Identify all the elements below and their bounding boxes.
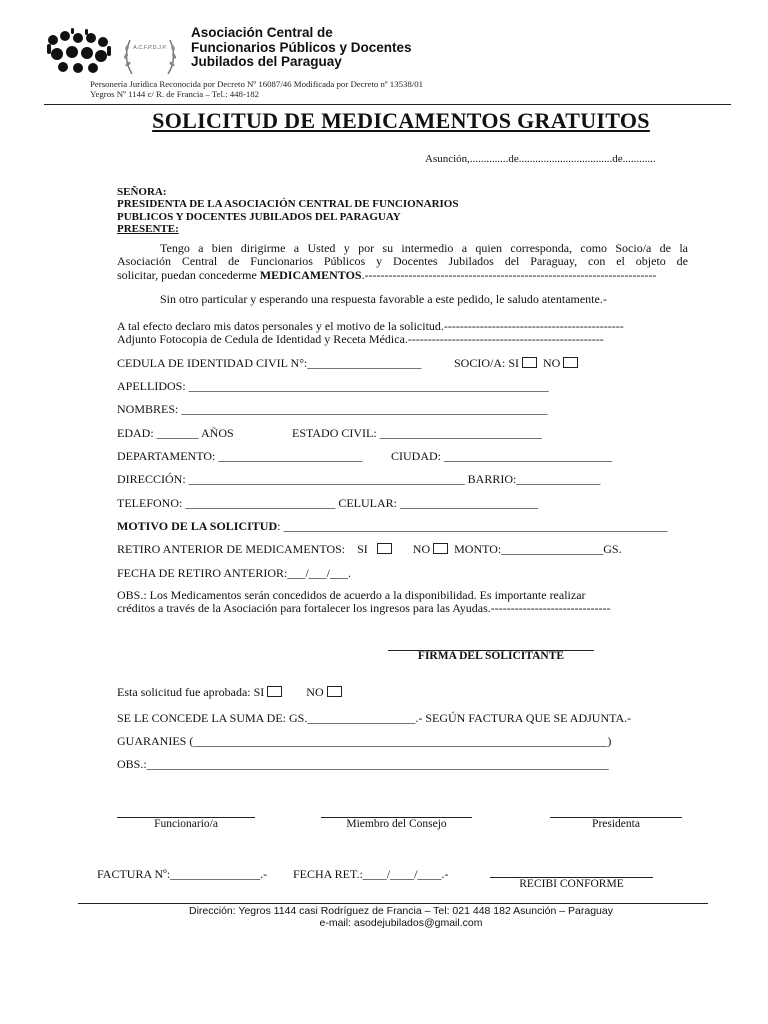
request-paragraph: Tengo a bien dirigirme a Usted y por su intermedio a quien corresponda, como Socio/a de la Asociación Central de Funcionarios Públicos y Docentes Jubilados del Paraguay, con el objeto de solicitar, puedan concederme MEDICAMENTOS.------------------------------------------------------------------------- <box>117 242 688 282</box>
socio-field: SOCIO/A: SI NO <box>454 356 578 371</box>
footer <box>0 905 768 929</box>
form-title: SOLICITUD DE MEDICAMENTOS GRATUITOS <box>152 108 650 133</box>
association-emblem-icon <box>118 28 182 82</box>
granted-amount-field[interactable]: SE LE CONCEDE LA SUMA DE: GS.__________________.- SEGÚN FACTURA QUE SE ADJUNTA.- <box>117 711 632 725</box>
retiro-no-checkbox[interactable] <box>433 543 448 554</box>
retiro-anterior-field: RETIRO ANTERIOR DE MEDICAMENTOS: SI NO MONTO:_________________GS. <box>117 542 622 556</box>
socio-si-checkbox[interactable] <box>522 357 537 368</box>
approved-si-checkbox[interactable] <box>267 686 282 697</box>
legal-registration: Personería Jurídica Reconocida por Decreto Nº 16087/46 Modificada por Decreto nº 13538/01 Yegros Nº 1144 c/ R. de Francia – Tel.: 448-182 <box>90 79 424 99</box>
departamento-field[interactable]: DEPARTAMENTO: ________________________ <box>117 449 363 463</box>
presidenta-label: Presidenta <box>592 818 640 830</box>
cedula-field[interactable]: CEDULA DE IDENTIDAD CIVIL N°:___________________ <box>117 356 422 370</box>
footer-divider <box>78 903 708 904</box>
estado-civil-field[interactable]: ESTADO CIVIL: ___________________________ <box>292 426 542 440</box>
approved-no-checkbox[interactable] <box>327 686 342 697</box>
edad-field[interactable]: EDAD: _______ AÑOS <box>117 426 234 440</box>
addressee-block: SEÑORA: PRESIDENTA DE LA ASOCIACIÓN CENTRAL DE FUNCIONARIOS PUBLICOS Y DOCENTES JUBILADOS DEL PARAGUAY PRESENTE: <box>117 186 459 235</box>
ciudad-field[interactable]: CIUDAD: ____________________________ <box>391 449 612 463</box>
fecha-retiro-field[interactable]: FECHA DE RETIRO ANTERIOR:___/___/___. <box>117 566 352 580</box>
approval-field: Esta solicitud fue aprobada: SI NO <box>117 685 342 700</box>
guaranies-field[interactable]: GUARANIES (_____________________________________________________________________) <box>117 734 612 748</box>
header-divider <box>44 104 731 105</box>
svg-text:A.C.F.P.D.J.P.: A.C.F.P.D.J.P. <box>133 45 167 51</box>
miembro-label: Miembro del Consejo <box>346 818 447 830</box>
retiro-si-checkbox[interactable] <box>377 543 392 554</box>
footer-email: e-mail: asodejubilados@gmail.com <box>319 917 483 929</box>
apellidos-field[interactable]: APELLIDOS: ____________________________________________________________ <box>117 379 549 393</box>
motivo-field[interactable]: MOTIVO DE LA SOLICITUD: ________________________________________________________________ <box>117 519 668 533</box>
monto-field[interactable]: MONTO:_________________GS. <box>454 542 622 556</box>
direccion-field[interactable]: DIRECCIÓN: ______________________________________________ BARRIO:______________ <box>117 472 601 486</box>
telefono-field[interactable]: TELEFONO: _________________________ CELULAR: _______________________ <box>117 496 538 510</box>
hands-logo-icon <box>45 28 115 76</box>
footer-address: Dirección: Yegros 1144 casi Rodríguez de Francia – Tel: 021 448 182 Asunción – Paraguay <box>189 905 613 917</box>
approval-obs-field[interactable]: OBS.:_____________________________________________________________________________ <box>117 757 609 771</box>
nombres-field[interactable]: NOMBRES: _____________________________________________________________ <box>117 402 548 416</box>
declaration-paragraph: A tal efecto declaro mis datos personales y el motivo de la solicitud.--------------------------------------------- Adjunto Fotocopia de Cedula de Identidad y Receta Médica.------------------------------------------------- <box>117 320 624 347</box>
socio-no-checkbox[interactable] <box>563 357 578 368</box>
observation-paragraph: OBS.: Los Medicamentos serán concedidos de acuerdo a la disponibilidad. Es importante realizar créditos a través de la Asociación para fortalecer los ingresos para las Ayudas.------------------------------ <box>117 589 611 616</box>
recibi-label: RECIBI CONFORME <box>519 878 624 890</box>
funcionario-label: Funcionario/a <box>154 818 218 830</box>
factura-field[interactable]: FACTURA Nº:_______________.- <box>97 867 268 881</box>
closing-paragraph: Sin otro particular y esperando una respuesta favorable a este pedido, le saludo atentamente.- <box>160 292 607 306</box>
organization-name: Asociación Central de Funcionarios Públicos y Docentes Jubilados del Paraguay <box>191 25 412 69</box>
applicant-signature-label: FIRMA DEL SOLICITANTE <box>417 650 565 662</box>
date-line[interactable]: Asunción,..............de..................................de............ <box>425 153 656 165</box>
fecha-ret-field[interactable]: FECHA RET.:____/____/____.- <box>293 867 449 881</box>
